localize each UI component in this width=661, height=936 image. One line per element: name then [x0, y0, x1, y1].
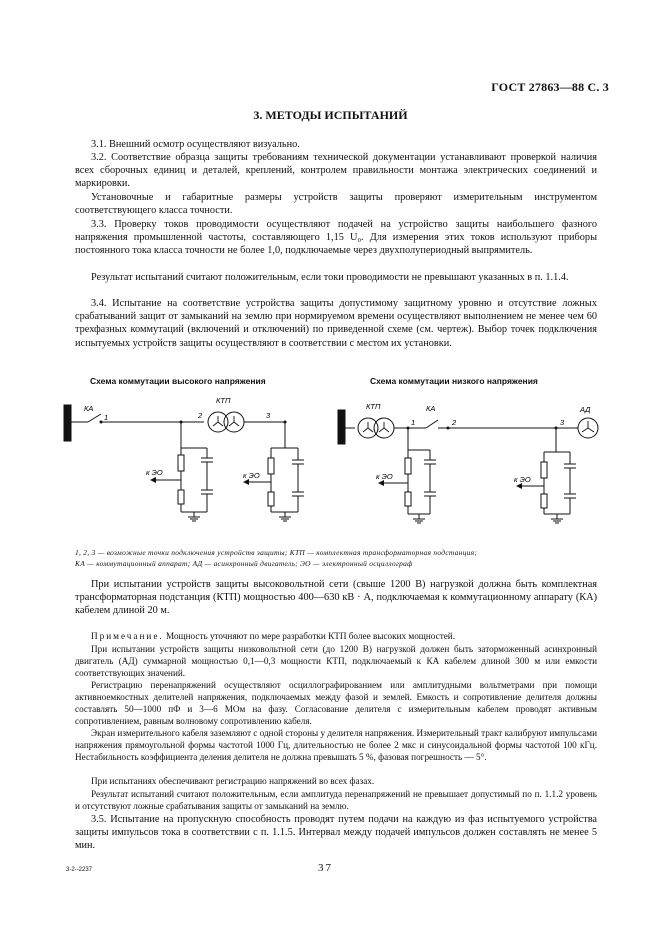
paragraph-registration: Регистрацию перенапряжений осуществляют осциллографированием или амплитудными вольтметрами при помощи активноемкостных делителей напряжения, подключаемых между фазой и землей. Емкость и сопротивление делителя должны составлять 50—1000 пФ и 3—6 МОм на фазу. Согласование делителя с измерительным кабелем проводят активным сопротивлением, равным волновому сопротивлению кабеля. [75, 680, 597, 726]
left-label-ktp: КТП [216, 396, 231, 405]
right-label-node1: 1 [411, 418, 416, 427]
note-label: Примечание. [91, 631, 164, 641]
right-label-ka: КА [426, 404, 436, 413]
paragraph-low-voltage-load: При испытании устройств защиты низковольтной сети (до 1200 В) нагрузкой должен быть заторможенный асинхронный двигатель (АД) суммарной мощностью 0,1—0,3 мощности КТП, подключаемый к КА кабелем длиной 300 м или емкости соответствующих значений. [75, 644, 597, 678]
right-label-node2: 2 [452, 418, 457, 427]
diagram-title-low-voltage: Схема коммутации низкого напряжения [370, 376, 538, 386]
right-label-keo-2: к ЭО [514, 475, 531, 484]
paragraph-3-5: 3.5. Испытание на пропускную способность проводят путем подачи на каждую из фаз испытуемого устройства защиты импульсов тока в соответствии с п. 1.1.5. Интервал между подачей импульсов должен составлять не менее 5 мин. [75, 814, 597, 852]
left-label-ka: КА [84, 404, 94, 413]
left-label-keo-2: к ЭО [243, 471, 260, 480]
doc-header: ГОСТ 27863—88 С. 3 [491, 80, 609, 94]
left-busbar [64, 405, 71, 441]
page-number: 37 [318, 862, 333, 874]
left-label-node2: 2 [198, 411, 203, 420]
paragraph-high-voltage-load: При испытании устройств защиты высоковольтной сети (свыше 1200 В) нагрузкой должна быть комплектная трансформаторная подстанция (КТП) мощностью 400—630 кВ · А, подключаемая к коммутационному аппарату (КА) кабелем длиной 20 м. [75, 579, 597, 617]
caption-line-2: КА — коммутационный аппарат; АД — асинхронный двигатель; ЭО — электронный осциллограф [75, 559, 413, 568]
paragraph-sizes: Установочные и габаритные размеры устройств защиты проверяют измерительным инструментом соответствующего класса точности. [75, 192, 597, 217]
paragraph-3-3: 3.3. Проверку токов проводимости осуществляют подачей на устройство защиты наибольшего фазного напряжения промышленной частоты, составляющего 1,15 U₀. Для измерения этих токов используют приборы постоянного тока класса точности не более 1,0, подключаемые через двухполупериодный выпрямитель. [75, 219, 597, 257]
left-label-keo-1: к ЭО [146, 468, 163, 477]
note [75, 630, 597, 642]
diagram-title-high-voltage: Схема коммутации высокого напряжения [90, 376, 266, 386]
right-switch-ka [426, 420, 438, 428]
paragraph-3-1: 3.1. Внешний осмотр осуществляют визуально. [91, 139, 300, 150]
section-title: 3. МЕТОДЫ ИСПЫТАНИЙ [253, 108, 408, 122]
caption-line-1: 1, 2, 3 — возможные точки подключения устройств защиты; КТП — комплектная трансформаторная подстанция; [75, 548, 478, 557]
paragraph-3-2: 3.2. Соответствие образца защиты требованиям технической документации устанавливают проверкой наличия всех сборочных единиц и деталей, креплений, контролем правильности монтажа электрических соединений и маркировки. [75, 152, 597, 190]
left-label-node1: 1 [104, 413, 109, 422]
paragraph-result-1: Результат испытаний считают положительным, если токи проводимости не превышают указанных в п. 1.1.4. [91, 272, 569, 283]
paragraph-result-2: Результат испытаний считают положительным, если амплитуда перенапряжений не превышает допустимый по п. 1.1.2 уровень и отсутствуют ложные срабатывания защиты от замыканий на землю. [75, 789, 597, 811]
note-text: Мощность уточняют по мере разработки КТП более высоких мощностей. [163, 631, 455, 641]
paragraph-all-phases: При испытаниях обеспечивают регистрацию напряжений во всех фазах. [91, 776, 375, 786]
left-label-node3: 3 [266, 411, 271, 420]
right-busbar [338, 410, 345, 444]
right-label-ktp: КТП [366, 402, 381, 411]
right-label-node3: 3 [560, 418, 565, 427]
diagram-caption [75, 547, 605, 569]
paragraph-3-4: 3.4. Испытание на соответствие устройства защиты допустимому защитному уровню и отсутствие ложных срабатываний защит от замыканий на землю при нормируемом времени осуществляют выполнением не менее чем 60 трехфазных коммутаций (включений и отключений) по приведенной схеме (см. чертеж). Выбор точек подключения испытуемых устройств защиты осуществляют в соответствии с местом их установки. [75, 298, 597, 349]
paragraph-cable-screen: Экран измерительного кабеля заземляют с одной стороны у делителя напряжения. Измерительный тракт калибруют импульсами напряжения прямоугольной формы частотой 1000 Гц, длительностью не более 2 мкс и синусоидальной формы частотой 100 кГц. Нестабильность коэффициента деления делителя не должна превышать 5 %, фазовая погрешность — 5°. [75, 728, 597, 762]
print-code: 3-2--2237 [66, 867, 93, 873]
right-label-ad: АД [580, 405, 591, 414]
left-switch-ka [88, 414, 101, 422]
right-label-keo-1: к ЭО [376, 472, 393, 481]
